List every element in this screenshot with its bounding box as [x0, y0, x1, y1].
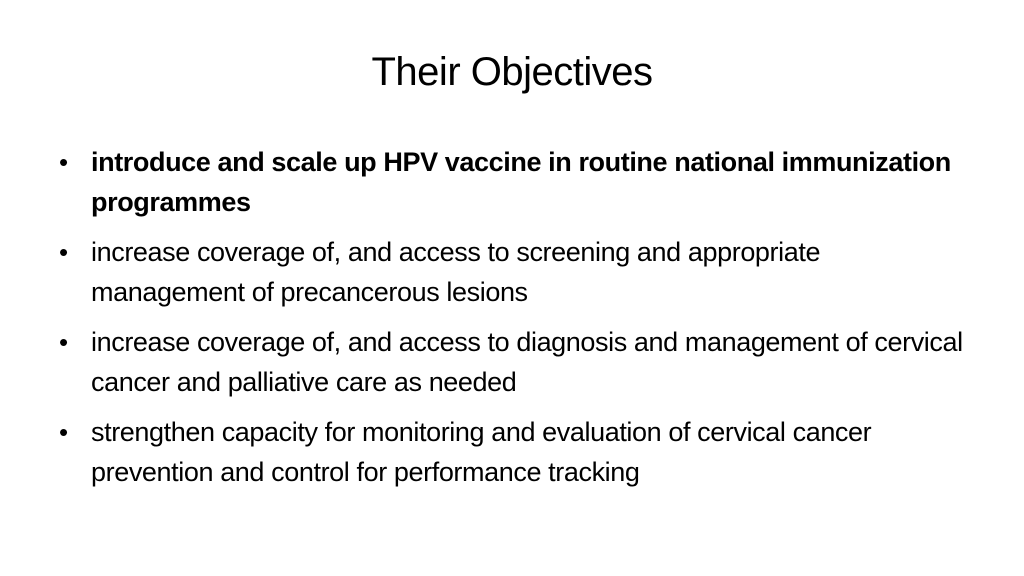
bullet-item	[56, 142, 976, 222]
bullet-dot-icon: •	[59, 417, 68, 447]
bullet-text: introduce and scale up HPV vaccine in routine national immunization programmes	[91, 147, 951, 217]
bullet-dot-icon: •	[59, 327, 68, 357]
bullet-item	[56, 322, 976, 402]
bullet-text: increase coverage of, and access to screening and appropriate management of precancerous lesions	[91, 237, 821, 307]
bullet-dot-icon: •	[59, 237, 68, 267]
bullet-dot-icon: •	[59, 147, 68, 177]
bullet-item	[56, 412, 976, 492]
bullet-text: strengthen capacity for monitoring and evaluation of cervical cancer prevention and control for performance tracking	[91, 417, 872, 487]
bullet-text: increase coverage of, and access to diagnosis and management of cervical cancer and palliative care as needed	[91, 327, 963, 397]
slide-title: Their Objectives	[371, 50, 653, 94]
bullet-item	[56, 232, 976, 312]
bullet-list	[56, 142, 976, 502]
